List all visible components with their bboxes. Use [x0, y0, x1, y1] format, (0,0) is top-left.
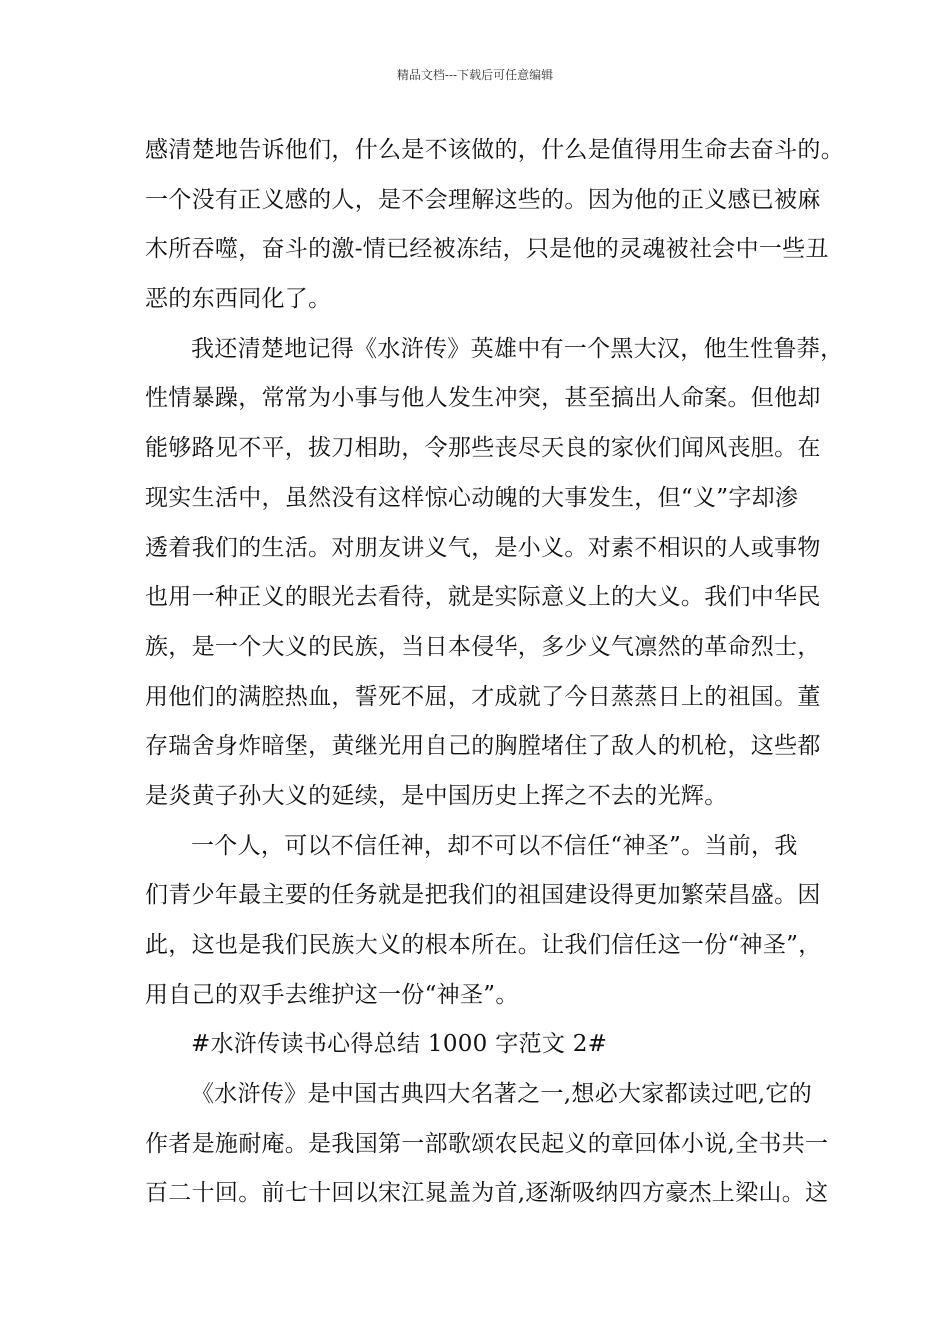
text-line: 现实生活中，虽然没有这样惊心动魄的大事发生，但“义”字却渗: [145, 484, 799, 511]
text-line: 此，这也是我们民族大义的根本所在。让我们信任这一份“神圣”，: [145, 932, 822, 958]
text-line: 《水浒传》是中国古典四大名著之一,想必大家都读过吧,它的: [191, 1081, 813, 1108]
text-line: 用他们的满腔热血，誓死不屈，才成就了今日蒸蒸日上的祖国。董: [145, 683, 821, 710]
text-line: 们青少年最主要的任务就是把我们的祖国建设得更加繁荣昌盛。因: [145, 882, 821, 909]
text-line: 透着我们的生活。对朋友讲义气，是小义。对素不相识的人或事物: [145, 534, 821, 561]
text-line: 是炎黄子孙大义的延续，是中国历史上挥之不去的光辉。: [145, 782, 728, 809]
text-line: 木所吞噬，奋斗的激-情已经被冻结，只是他的灵魂被社会中一些丑: [145, 236, 829, 263]
text-line: #水浒传读书心得总结 1000 字范文 2#: [191, 1031, 608, 1058]
text-line: 一个人，可以不信任神，却不可以不信任“神圣”。当前，我: [191, 832, 798, 859]
text-line: 一个没有正义感的人，是不会理解这些的。因为他的正义感已被麻: [145, 186, 821, 213]
text-line: 用自己的双手去维护这一份“神圣”。: [145, 981, 519, 1008]
text-line: 我还清楚地记得《水浒传》英雄中有一个黑大汉，他生性鲁莽，: [191, 335, 844, 362]
text-line: 百二十回。前七十回以宋江晁盖为首,逐渐吸纳四方豪杰上梁山。这: [145, 1180, 829, 1207]
text-line: 作者是施耐庵。是我国第一部歌颂农民起义的章回体小说,全书共一: [145, 1130, 829, 1157]
text-line: 性情暴躁，常常为小事与他人发生冲突，甚至搞出人命案。但他却: [145, 385, 821, 412]
text-line: 感清楚地告诉他们，什么是不该做的，什么是值得用生命去奋斗的。: [145, 137, 844, 163]
text-line: 存瑞舍身炸暗堡，黄继光用自己的胸膛堵住了敌人的机枪，这些都: [145, 733, 821, 760]
document-body: [145, 126, 845, 1219]
text-line: 族，是一个大义的民族，当日本侵华，多少义气凛然的革命烈士，: [145, 633, 821, 660]
page-header: 精品文档---下载后可任意编辑: [396, 68, 554, 82]
text-line: 能够路见不平，拔刀相助，令那些丧尽天良的家伙们闻风丧胆。在: [145, 435, 821, 462]
text-line: 恶的东西同化了。: [145, 286, 332, 313]
text-line: 也用一种正义的眼光去看待，就是实际意义上的大义。我们中华民: [145, 584, 821, 611]
